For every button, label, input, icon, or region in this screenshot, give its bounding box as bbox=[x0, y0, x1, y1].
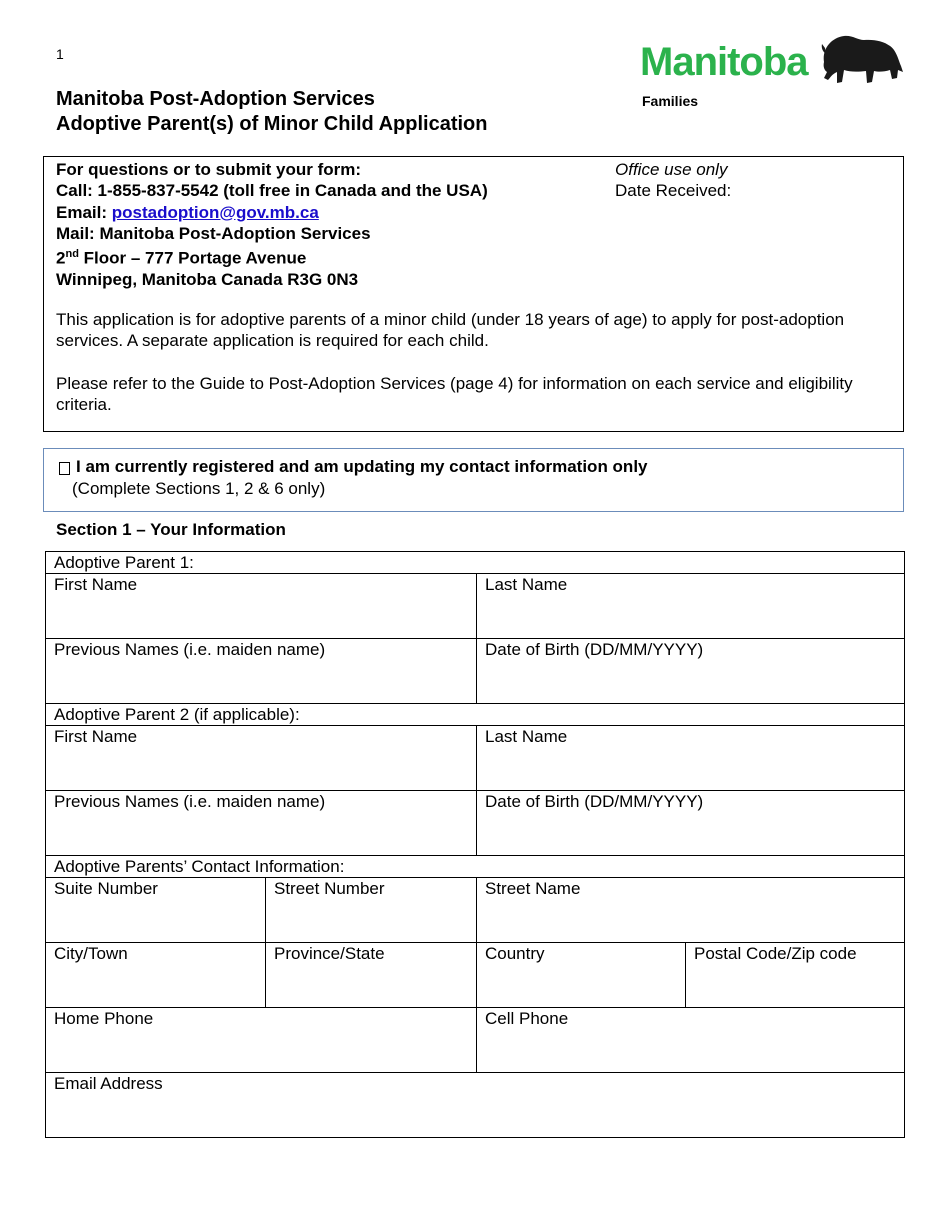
intro-paragraph-2: Please refer to the Guide to Post-Adoption Services (page 4) for information on each service and eligibility criteria. bbox=[56, 374, 853, 415]
city-town-field[interactable]: City/Town bbox=[46, 943, 266, 1008]
parent-1-first-name-field[interactable]: First Name bbox=[46, 574, 477, 639]
update-note: (Complete Sections 1, 2 & 6 only) bbox=[72, 479, 326, 498]
parent-2-last-name-field[interactable]: Last Name bbox=[477, 726, 905, 791]
contact-city: Winnipeg, Manitoba Canada R3G 0N3 bbox=[56, 270, 359, 290]
contact-email-line bbox=[56, 202, 488, 223]
section-1-title: Section 1 – Your Information bbox=[56, 520, 286, 539]
title-line-2: Adoptive Parent(s) of Minor Child Application bbox=[56, 113, 488, 135]
contact-intro: For questions or to submit your form: bbox=[56, 160, 362, 179]
page-number: 1 bbox=[56, 46, 64, 62]
contact-mail: Mail: Manitoba Post-Adoption Services bbox=[56, 223, 371, 243]
email-address-field[interactable]: Email Address bbox=[46, 1073, 905, 1138]
parent-2-dob-field[interactable]: Date of Birth (DD/MM/YYYY) bbox=[477, 791, 905, 856]
parent-1-header: Adoptive Parent 1: bbox=[46, 552, 905, 574]
page-title bbox=[56, 87, 487, 137]
street-number-field[interactable]: Street Number bbox=[266, 878, 477, 943]
intro-paragraph-1: This application is for adoptive parents of a minor child (under 18 years of age) to apply for post-adoption services. A separate application is required for each child. bbox=[56, 310, 845, 351]
update-checkbox-label: I am currently registered and am updating my contact information only bbox=[76, 457, 648, 476]
street-name-field[interactable]: Street Name bbox=[477, 878, 905, 943]
office-use-label: Office use only bbox=[615, 160, 728, 179]
floor-number: 2 bbox=[56, 248, 66, 268]
date-received-label: Date Received: bbox=[615, 181, 732, 201]
manitoba-logo bbox=[640, 30, 910, 116]
country-field[interactable]: Country bbox=[477, 943, 686, 1008]
title-line-1: Manitoba Post-Adoption Services bbox=[56, 88, 375, 110]
parent-1-dob-field[interactable]: Date of Birth (DD/MM/YYYY) bbox=[477, 639, 905, 704]
parent-2-first-name-field[interactable]: First Name bbox=[46, 726, 477, 791]
bison-icon bbox=[818, 32, 904, 90]
update-checkbox[interactable] bbox=[59, 462, 70, 475]
update-contact-box bbox=[43, 448, 904, 512]
contact-info-header: Adoptive Parents’ Contact Information: bbox=[46, 856, 905, 878]
postal-code-field[interactable]: Postal Code/Zip code bbox=[686, 943, 905, 1008]
parent-2-header: Adoptive Parent 2 (if applicable): bbox=[46, 704, 905, 726]
contact-details bbox=[56, 159, 488, 290]
parent-1-last-name-field[interactable]: Last Name bbox=[477, 574, 905, 639]
logo-wordmark: Manitoba bbox=[640, 40, 808, 84]
contact-floor bbox=[56, 244, 488, 269]
suite-number-field[interactable]: Suite Number bbox=[46, 878, 266, 943]
floor-suffix: nd bbox=[65, 248, 79, 261]
contact-phone: Call: 1-855-837-5542 (toll free in Canada and the USA) bbox=[56, 181, 488, 201]
section-1-form bbox=[45, 551, 905, 1138]
email-label: Email: bbox=[56, 202, 112, 222]
parent-1-previous-names-field[interactable]: Previous Names (i.e. maiden name) bbox=[46, 639, 477, 704]
parent-2-previous-names-field[interactable]: Previous Names (i.e. maiden name) bbox=[46, 791, 477, 856]
province-state-field[interactable]: Province/State bbox=[266, 943, 477, 1008]
home-phone-field[interactable]: Home Phone bbox=[46, 1008, 477, 1073]
floor-address: Floor – 777 Portage Avenue bbox=[78, 248, 307, 268]
office-use-block bbox=[615, 159, 731, 202]
cell-phone-field[interactable]: Cell Phone bbox=[477, 1008, 905, 1073]
contact-info-box bbox=[43, 156, 904, 432]
logo-department: Families bbox=[642, 93, 699, 109]
email-link[interactable]: postadoption@gov.mb.ca bbox=[111, 202, 319, 222]
